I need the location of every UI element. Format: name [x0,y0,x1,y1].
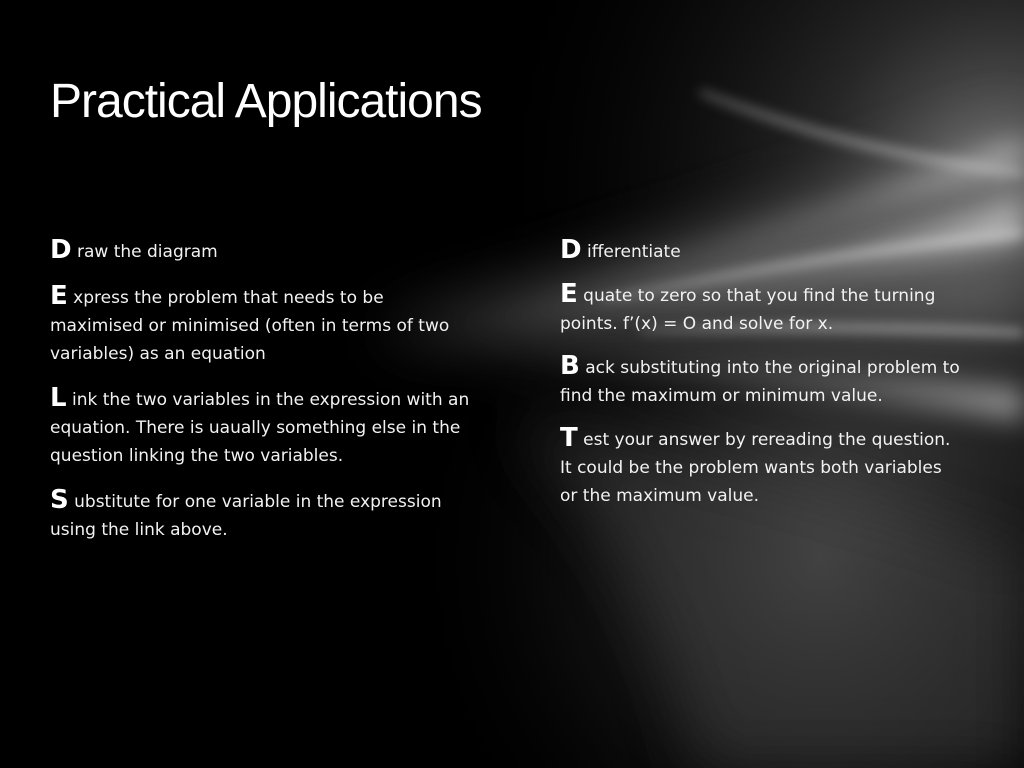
item-text: xpress the problem that needs to be maximised or minimised (often in terms of two variables) as an equation [50,288,450,364]
list-item [50,236,470,266]
right-column [560,236,960,524]
item-text: quate to zero so that you find the turning points. f’(x) = O and solve for x. [560,286,936,334]
list-item [50,384,470,470]
list-item [50,282,470,368]
list-item [560,424,960,510]
item-initial: E [560,279,578,309]
list-item [560,236,960,266]
item-text: ink the two variables in the expression with an equation. There is uaually something else in the question linking the two variables. [50,390,470,466]
item-initial: S [50,485,69,515]
item-initial: T [560,423,578,453]
item-text: est your answer by rereading the question. It could be the problem wants both variables or the maximum value. [560,430,951,506]
list-item [50,486,470,544]
list-item [560,352,960,410]
item-text: ifferentiate [581,242,681,262]
item-initial: L [50,383,67,413]
item-initial: E [50,281,68,311]
item-text: ack substituting into the original problem to find the maximum or minimum value. [560,358,960,406]
item-initial: B [560,351,580,381]
left-column [50,236,470,560]
list-item [560,280,960,338]
item-initial: D [560,235,582,265]
slide-title: Practical Applications [50,75,482,128]
item-initial: D [50,235,72,265]
item-text: ubstitute for one variable in the expression using the link above. [50,492,442,540]
item-text: raw the diagram [71,242,218,262]
